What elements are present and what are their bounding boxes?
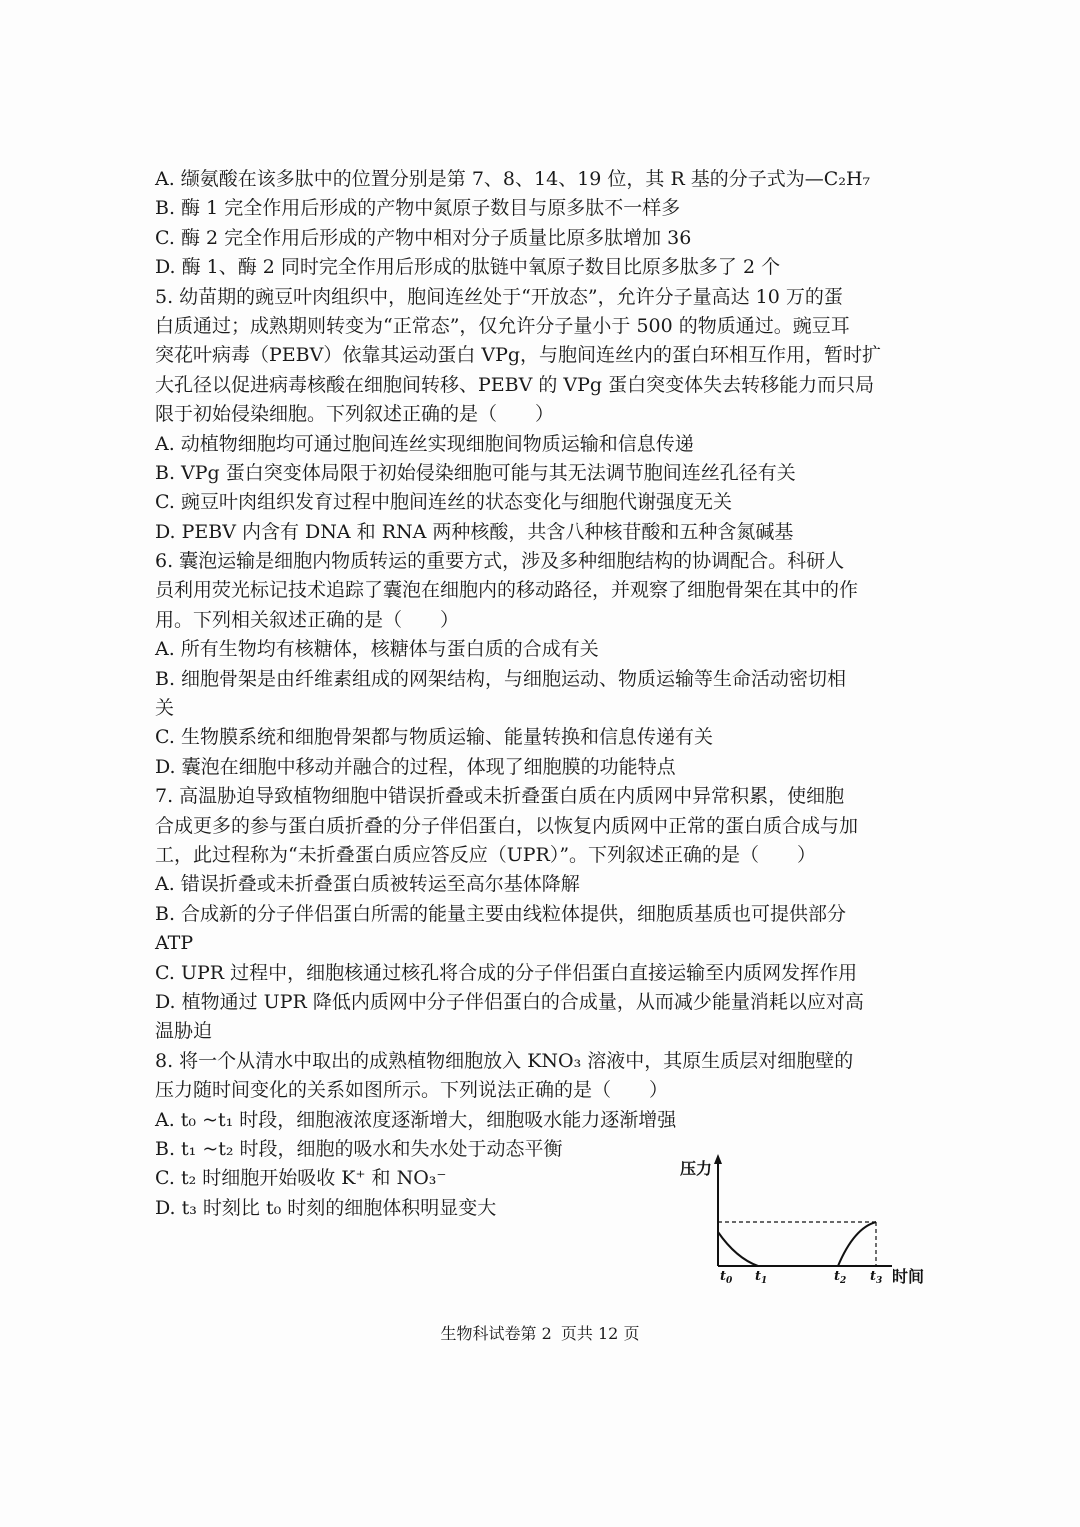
y-axis-label: 压力 <box>680 1159 713 1178</box>
question-line: A. 错误折叠或未折叠蛋白质被转运至高尔基体降解 <box>155 873 580 896</box>
question-line: 8. 将一个从清水中取出的成熟植物细胞放入 KNO₃ 溶液中，其原生质层对细胞壁的 <box>155 1049 854 1072</box>
question-line: A. 缬氨酸在该多肽中的位置分别是第 7、8、14、19 位，其 R 基的分子式为—C₂H₇ <box>155 168 871 190</box>
question-line: B. 细胞骨架是由纤维素组成的网架结构，与细胞运动、物质运输等生命活动密切相 <box>155 667 847 690</box>
question-line: B. VPg 蛋白突变体局限于初始侵染细胞可能与其无法调节胞间连丝孔径有关 <box>155 461 796 484</box>
question-line: D. 囊泡在细胞中移动并融合的过程，体现了细胞膜的功能特点 <box>155 755 676 778</box>
question-line: 工，此过程称为“未折叠蛋白质应答反应（UPR）”。下列叙述正确的是（ ） <box>155 843 817 866</box>
tick-t3-sub: 3 <box>876 1276 883 1286</box>
question-line: A. t₀ ~t₁ 时段，细胞液浓度逐渐增大，细胞吸水能力逐渐增强 <box>155 1108 677 1131</box>
x-axis-label: 时间 <box>892 1267 925 1286</box>
question-line: C. t₂ 时细胞开始吸收 K⁺ 和 NO₃⁻ <box>155 1167 447 1190</box>
question-line: D. t₃ 时刻比 t₀ 时刻的细胞体积明显变大 <box>155 1196 497 1219</box>
tick-t3 <box>870 1269 882 1286</box>
question-line: 7. 高温胁迫导致植物细胞中错误折叠或未折叠蛋白质在内质网中异常积累，使细胞 <box>155 785 845 808</box>
question-line: ATP <box>155 932 194 955</box>
tick-t1 <box>755 1269 767 1286</box>
question-line: D. PEBV 内含有 DNA 和 RNA 两种核酸，共含八种核苷酸和五种含氮碱基 <box>155 520 794 543</box>
tick-t3-main: t <box>870 1269 877 1284</box>
question-line: 用。下列相关叙述正确的是（ ） <box>155 608 460 631</box>
question-line: A. 所有生物均有核糖体，核糖体与蛋白质的合成有关 <box>155 638 599 661</box>
exam-body <box>155 165 925 1223</box>
question-line: 压力随时间变化的关系如图所示。下列说法正确的是（ ） <box>155 1079 669 1102</box>
question-line: C. 豌豆叶肉组织发育过程中胞间连丝的状态变化与细胞代谢强度无关 <box>155 491 732 514</box>
question-line: C. UPR 过程中，细胞核通过核孔将合成的分子伴侣蛋白直接运输至内质网发挥作用 <box>155 961 858 984</box>
question-line: 员利用荧光标记技术追踪了囊泡在细胞内的移动路径，并观察了细胞骨架在其中的作 <box>155 579 859 602</box>
tick-t1-main: t <box>755 1269 762 1284</box>
question-line: 白质通过；成熟期则转变为“正常态”，仅允许分子量小于 500 的物质通过。豌豆耳 <box>155 314 850 337</box>
tick-t2-main: t <box>834 1269 841 1284</box>
page-footer <box>0 1322 1080 1346</box>
question-line: B. 合成新的分子伴侣蛋白所需的能量主要由线粒体提供，细胞质基质也可提供部分 <box>155 902 847 925</box>
tick-t0-main: t <box>720 1269 727 1284</box>
tick-t0-sub: 0 <box>726 1276 733 1286</box>
footer-right: 页共 12 页 <box>560 1324 640 1343</box>
question-line: B. t₁ ~t₂ 时段，细胞的吸水和失水处于动态平衡 <box>155 1137 563 1160</box>
question-line: C. 酶 2 完全作用后形成的产物中相对分子质量比原多肽增加 36 <box>155 226 692 249</box>
question-line: C. 生物膜系统和细胞骨架都与物质运输、能量转换和信息传递有关 <box>155 726 713 749</box>
question-line: A. 动植物细胞均可通过胞间连丝实现细胞间物质运输和信息传递 <box>155 432 694 455</box>
question-line: 关 <box>155 697 175 720</box>
question-line: B. 酶 1 完全作用后形成的产物中氮原子数目与原多肽不一样多 <box>155 197 681 220</box>
question-line: 温胁迫 <box>155 1020 213 1043</box>
question-line: 5. 幼苗期的豌豆叶肉组织中，胞间连丝处于“开放态”，允许分子量高达 10 万的蛋 <box>155 285 843 308</box>
tick-t0 <box>720 1269 733 1286</box>
question-line: D. 植物通过 UPR 降低内质网中分子伴侣蛋白的合成量，从而减少能量消耗以应对高 <box>155 990 864 1013</box>
pressure-time-graph <box>670 1148 940 1288</box>
question-line: 突花叶病毒（PEBV）依靠其运动蛋白 VPg，与胞间连丝内的蛋白环相互作用，暂时扩 <box>155 344 882 367</box>
question-line: D. 酶 1、酶 2 同时完全作用后形成的肽链中氧原子数目比原多肽多了 2 个 <box>155 256 781 279</box>
tick-t2-sub: 2 <box>840 1276 847 1286</box>
footer-left: 生物科试卷第 2 <box>440 1324 552 1343</box>
tick-t1-sub: 1 <box>761 1276 768 1286</box>
y-axis-arrow-icon <box>714 1154 722 1164</box>
curve-increase <box>838 1222 876 1266</box>
question-line: 大孔径以促进病毒核酸在细胞间转移、PEBV 的 VPg 蛋白突变体失去转移能力而只局 <box>155 373 875 396</box>
question-line: 限于初始侵染细胞。下列叙述正确的是（ ） <box>155 403 555 426</box>
curve-decrease <box>718 1232 758 1266</box>
tick-t2 <box>834 1269 846 1286</box>
question-line: 合成更多的参与蛋白质折叠的分子伴侣蛋白，以恢复内质网中正常的蛋白质合成与加 <box>155 814 859 837</box>
question-line: 6. 囊泡运输是细胞内物质转运的重要方式，涉及多种细胞结构的协调配合。科研人 <box>155 550 845 573</box>
